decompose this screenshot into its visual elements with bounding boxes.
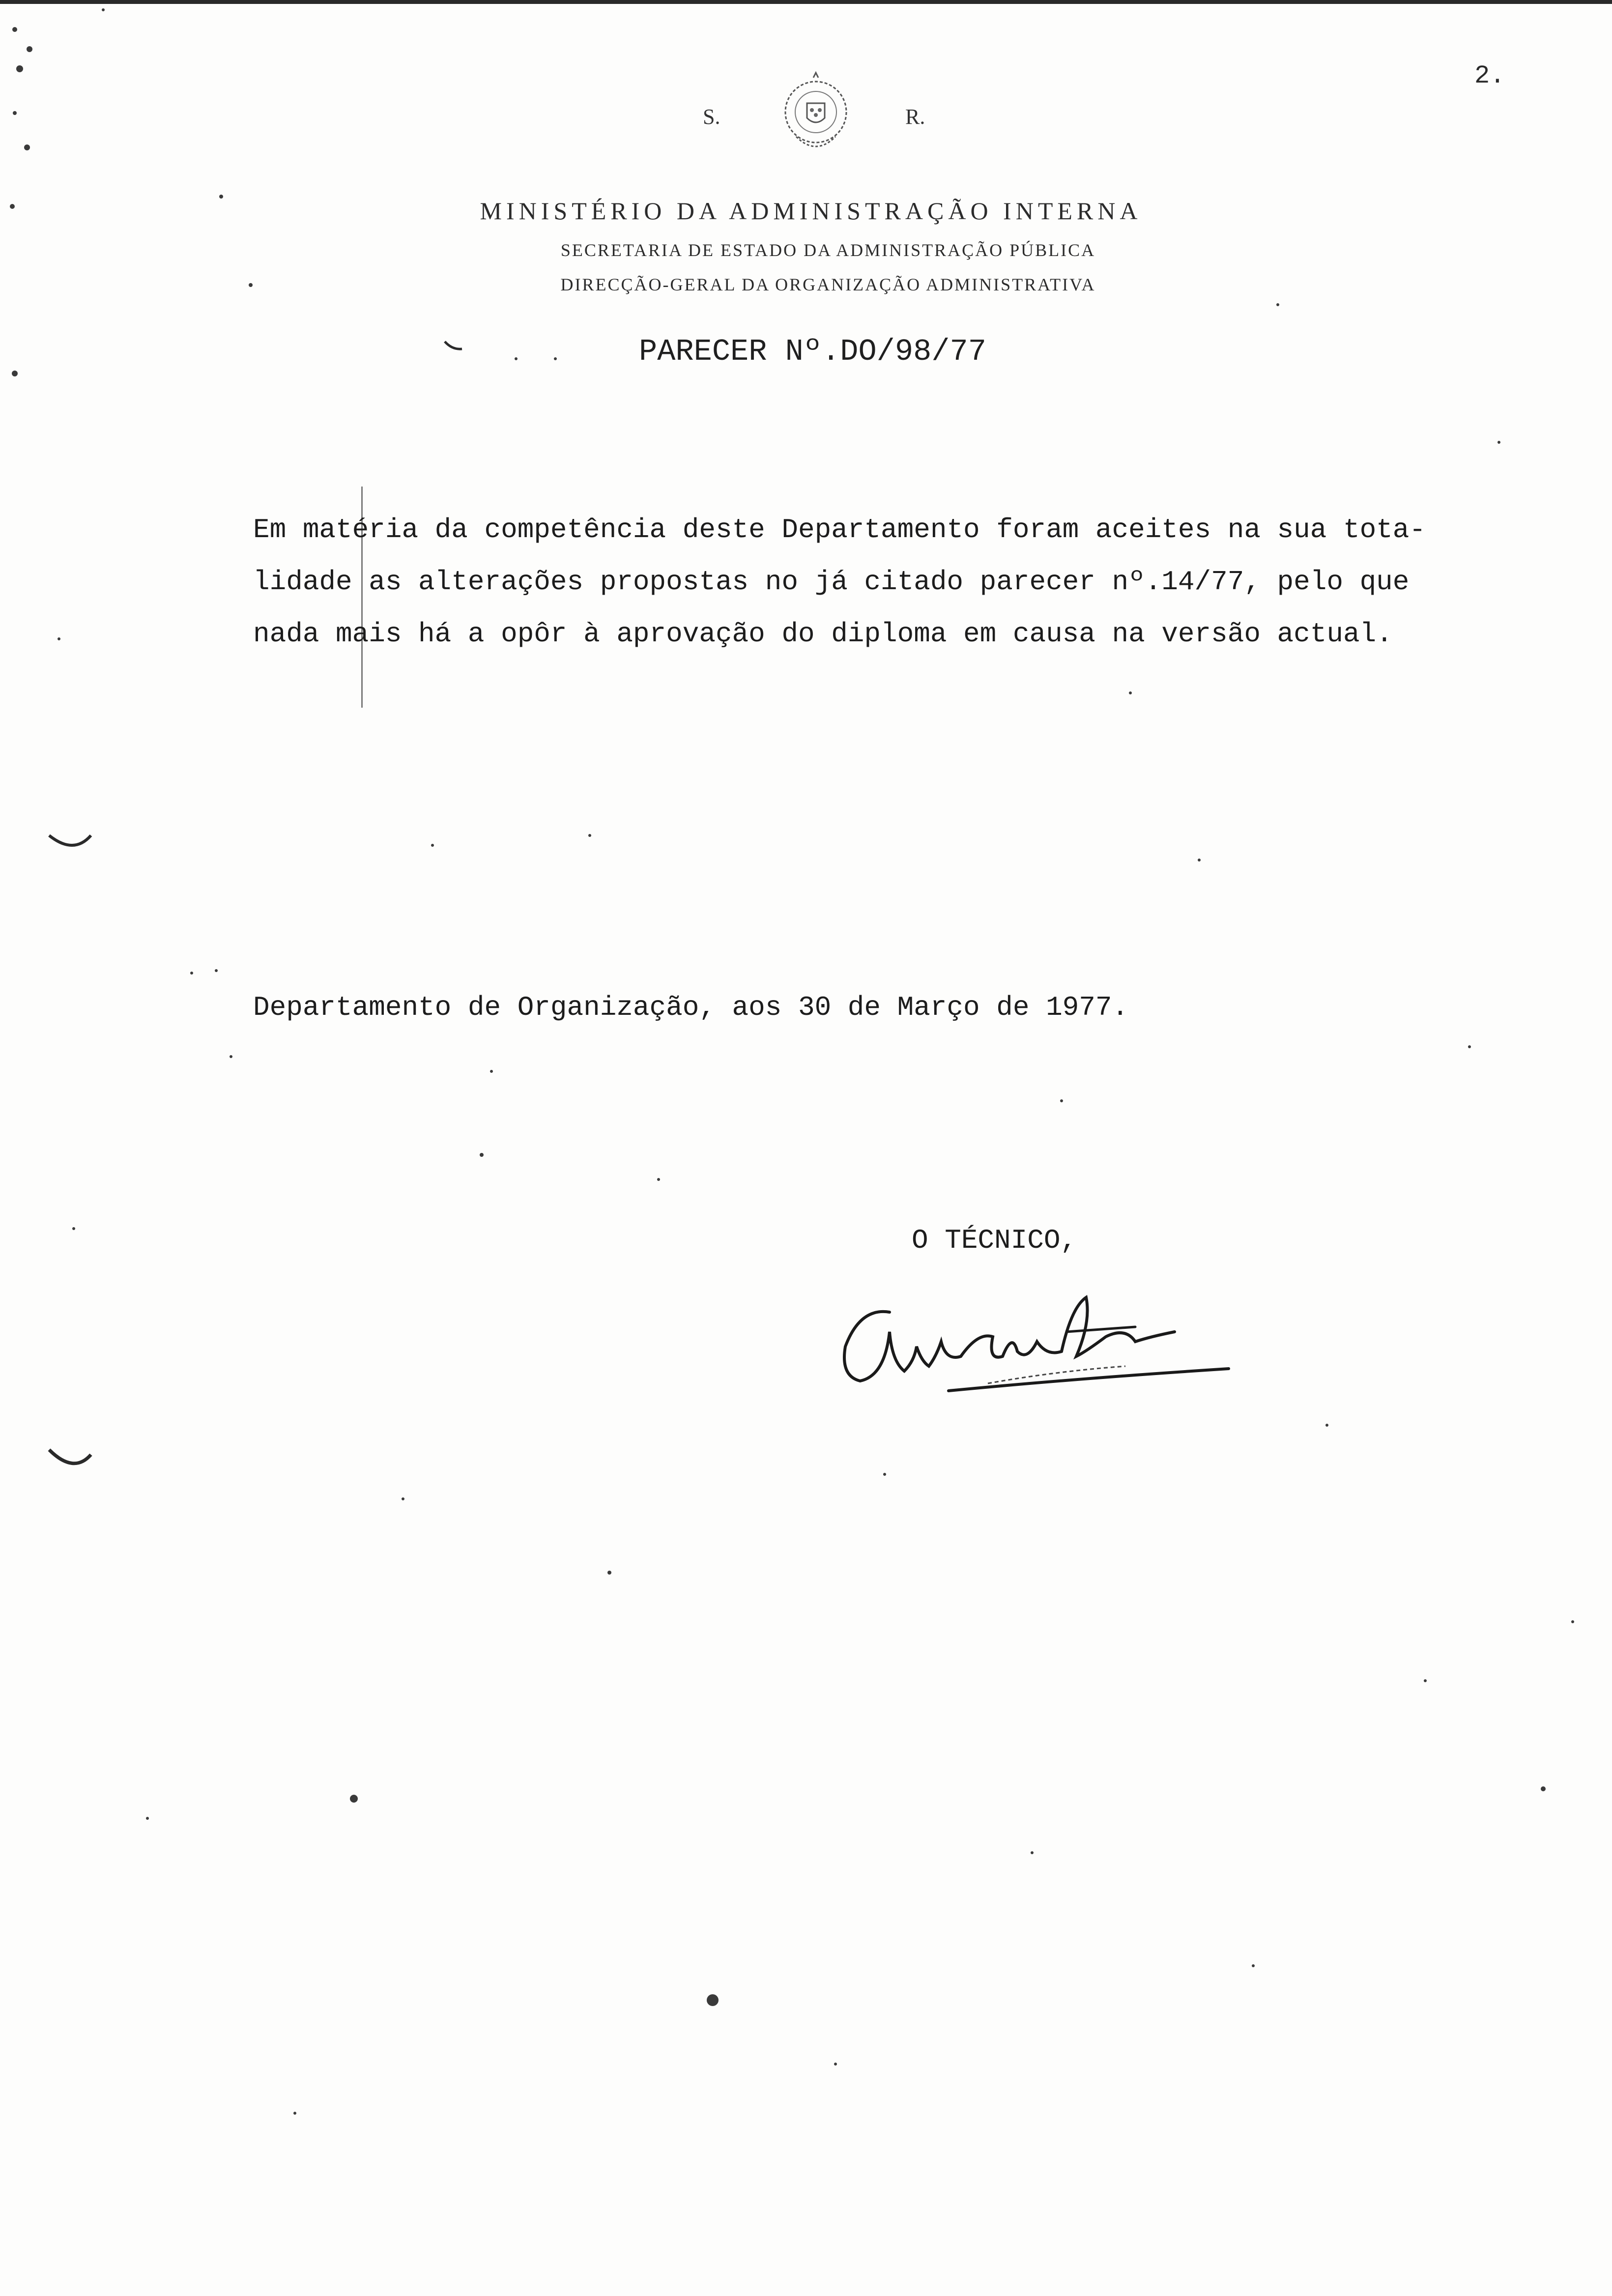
dateline: Departamento de Organização, aos 30 de Março de 1977. bbox=[253, 992, 1129, 1023]
coat-of-arms-seal-icon bbox=[762, 63, 870, 171]
secretaria-heading: SECRETARIA DE ESTADO DA ADMINISTRAÇÃO PÚBLICA bbox=[560, 240, 1096, 260]
handwritten-signature bbox=[831, 1278, 1238, 1406]
page-number: 2. bbox=[1474, 61, 1505, 90]
signatory-role: O TÉCNICO, bbox=[912, 1225, 1077, 1256]
body-line: nada mais há a opôr à aprovação do diploma em causa na versão actual. bbox=[253, 618, 1393, 650]
ministry-heading: MINISTÉRIO DA ADMINISTRAÇÃO INTERNA bbox=[480, 197, 1142, 225]
seal-right-letter: R. bbox=[905, 105, 925, 129]
body-line: Em matéria da competência deste Departamento foram aceites na sua tota- bbox=[253, 514, 1426, 545]
body-paragraph bbox=[253, 504, 1555, 660]
document-title: PARECER Nº.DO/98/77 bbox=[639, 334, 986, 369]
direccao-heading: DIRECÇÃO-GERAL DA ORGANIZAÇÃO ADMINISTRATIVA bbox=[560, 275, 1096, 294]
body-line: lidade as alterações propostas no já citado parecer nº.14/77, pelo que bbox=[253, 566, 1410, 598]
top-border-rule bbox=[0, 0, 1612, 4]
seal-left-letter: S. bbox=[703, 105, 720, 129]
